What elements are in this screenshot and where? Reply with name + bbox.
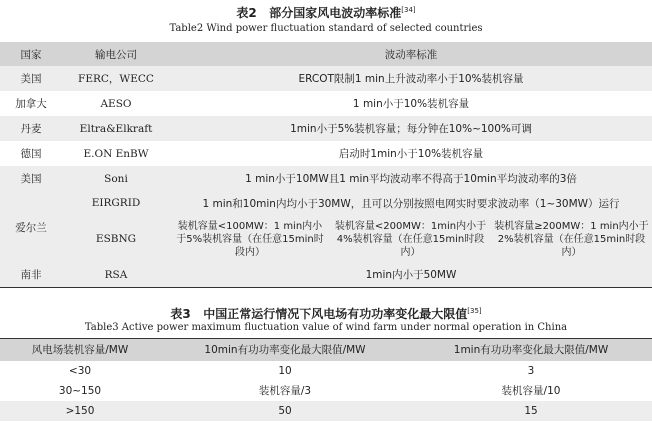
standard-cell: 1 min小于10%装机容量 (352, 98, 470, 110)
table-row (0, 263, 652, 287)
limit-1min-cell: 3 (527, 364, 535, 377)
table2-caption-ref: [34] (401, 6, 416, 14)
table3-header-1min: 1min有功功率变化最大限值/MW (453, 344, 609, 357)
table-row (0, 401, 652, 421)
capacity-cell: 30~150 (58, 384, 102, 397)
table3-caption-en: Table3 Active power maximum fluctuation value of wind farm under normal operation in China (84, 322, 568, 333)
country-cell: 德国 (20, 148, 42, 160)
country-cell: 美国 (20, 73, 42, 85)
table-row (0, 141, 652, 166)
limit-10min-cell: 10 (278, 364, 292, 377)
country-cell: 加拿大 (15, 98, 47, 110)
table2-header-company: 输电公司 (95, 48, 137, 61)
standard-cell: 1min内小于50MW (365, 269, 457, 282)
limit-10min-cell: 装机容量/3 (258, 385, 312, 397)
table-row (0, 66, 652, 91)
table2-caption-title: 部分国家风电波动率标准 (269, 6, 402, 20)
country-cell: 美国 (20, 173, 42, 185)
table-row (0, 381, 652, 401)
table-row (0, 166, 652, 191)
table-row (0, 116, 652, 141)
country-cell: 爱尔兰 (15, 221, 47, 234)
standard-subcell: 装机容量≥200MW：1 min内小于2%装机容量（在任意15min时段内） (494, 220, 649, 258)
table3-header-row (0, 339, 652, 361)
company-cell: Eltra&Elkraft (79, 122, 153, 135)
table2-caption-en: Table2 Wind power fluctuation standard of selected countries (169, 23, 483, 34)
company-cell: AESO (100, 97, 132, 110)
table3-caption-zh (0, 305, 652, 322)
limit-1min-cell: 15 (524, 404, 538, 417)
standard-subcell: 装机容量<200MW：1min内小于4%装机容量（在任意15min时段内） (334, 220, 487, 258)
table2-header-country: 国家 (20, 48, 42, 61)
country-cell: 南非 (20, 269, 42, 282)
country-cell: 丹麦 (20, 123, 42, 135)
standard-cell: 1 min小于10MW且1 min平均波动率不得高于10min平均波动率的3倍 (245, 173, 577, 185)
company-cell: ESBNG (95, 233, 137, 245)
company-cell: EIRGRID (91, 197, 141, 209)
company-cell: Soni (104, 172, 128, 185)
capacity-cell: <30 (68, 364, 92, 377)
company-cell: FERC，WECC (78, 73, 154, 85)
table-row (0, 191, 652, 215)
company-cell: E.ON EnBW (83, 147, 149, 160)
table-row (0, 215, 652, 263)
table-row (0, 91, 652, 116)
table2-header-row (0, 42, 652, 66)
table3-header-capacity: 风电场装机容量/MW (31, 344, 129, 357)
standard-cell: 启动时1min小于10%装机容量 (338, 148, 484, 160)
table2 (0, 42, 652, 288)
table3 (0, 338, 652, 421)
table3-caption-ref: [35] (467, 307, 482, 315)
table3-header-10min: 10min有功功率变化最大限值/MW (204, 344, 366, 357)
standard-cell: ERCOT限制1 min上升波动率小于10%装机容量 (298, 73, 524, 85)
capacity-cell: >150 (65, 404, 95, 417)
standard-cell: 1min小于5%装机容量；每分钟在10%~100%可调 (290, 123, 532, 135)
limit-1min-cell: 装机容量/10 (501, 385, 561, 397)
standard-subcell: 装机容量<100MW：1 min内小于5%装机容量（在任意15min时段内） (176, 220, 324, 258)
limit-10min-cell: 50 (278, 404, 292, 417)
table3-caption-prefix: 表3 (170, 307, 191, 321)
table3-caption-title: 中国正常运行情况下风电场有功功率变化最大限值 (203, 307, 468, 321)
table2-caption-zh (0, 4, 652, 21)
table2-header-standard: 波动率标准 (384, 48, 438, 61)
company-cell: RSA (104, 268, 128, 281)
standard-cell: 1 min和10min内均小于30MW，且可以分别按照电网实时要求波动率（1~30MW）运行 (202, 197, 620, 210)
table-row (0, 361, 652, 381)
table2-caption-prefix: 表2 (236, 6, 257, 20)
